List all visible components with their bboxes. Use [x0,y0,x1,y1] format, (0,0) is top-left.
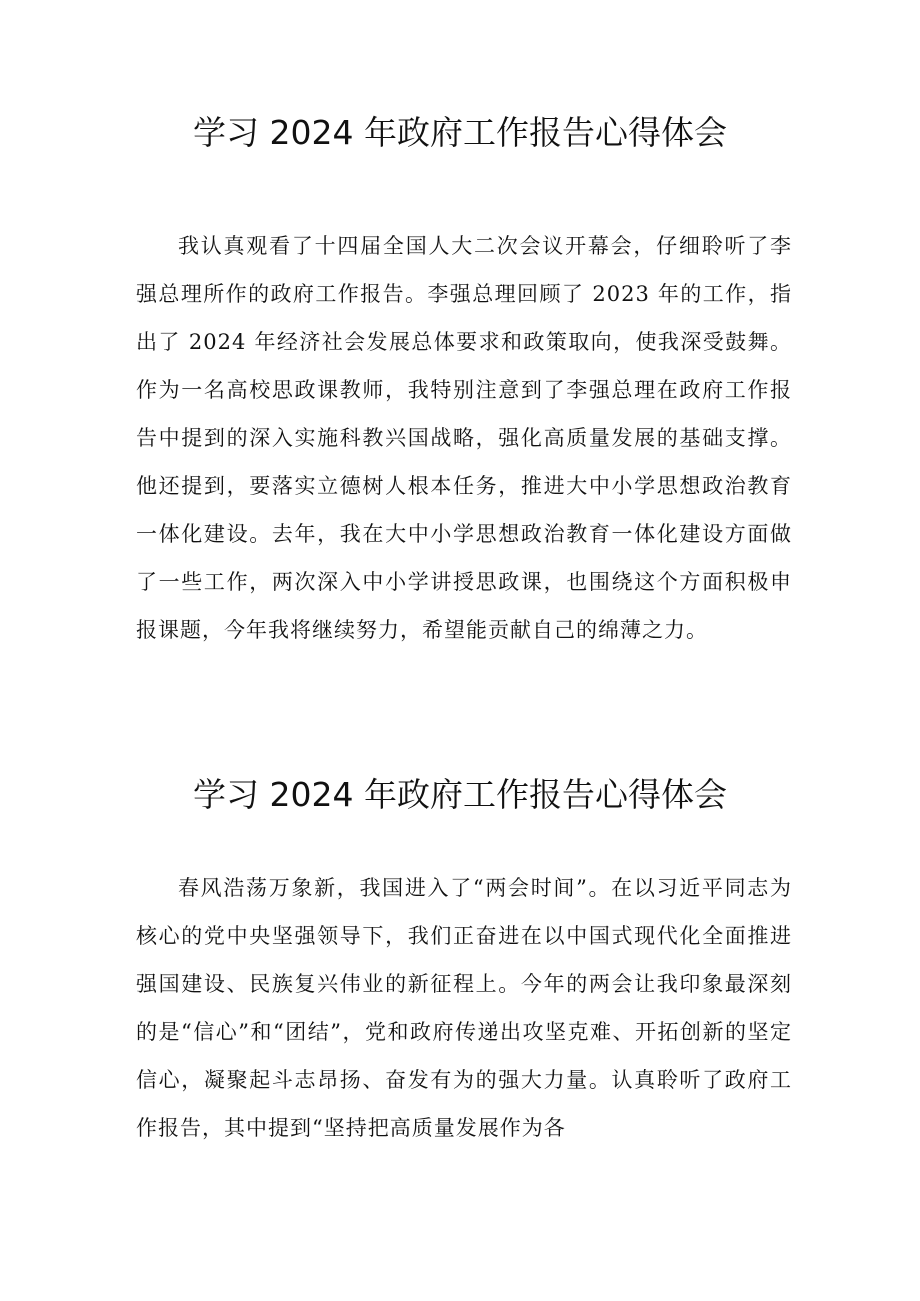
article-title: 学习 2024 年政府工作报告心得体会 [193,113,727,152]
article-body: 春风浩荡万象新，我国进入了“两会时间”。在以习近平同志为核心的党中央坚强领导下，我们正奋进在以中国式现代化全面推进强国建设、民族复兴伟业的新征程上。今年的两会让我印象最深刻的是“信心”和“团结”，党和政府传递出攻坚克难、开拓创新的坚定信心，凝聚起斗志昂扬、奋发有为的强大力量。认真聆听了政府工作报告，其中提到“坚持把高质量发展作为各 [136,876,792,1140]
article-1 [0,108,920,642]
article-body: 我认真观看了十四届全国人大二次会议开幕会，仔细聆听了李强总理所作的政府工作报告。李强总理回顾了 2023 年的工作，指出了 2024 年经济社会发展总体要求和政策取向，使我深受鼓舞。作为一名高校思政课教师，我特别注意到了李强总理在政府工作报告中提到的深入实施科教兴国战略，强化高质量发展的基础支撑。他还提到，要落实立德树人根本任务，推进大中小学思想政治教育一体化建设。去年，我在大中小学思想政治教育一体化建设方面做了一些工作，两次深入中小学讲授思政课，也围绕这个方面积极申报课题，今年我将继续努力，希望能贡献自己的绵薄之力。 [136,234,792,642]
article-2 [0,770,920,1140]
article-title: 学习 2024 年政府工作报告心得体会 [193,775,727,814]
